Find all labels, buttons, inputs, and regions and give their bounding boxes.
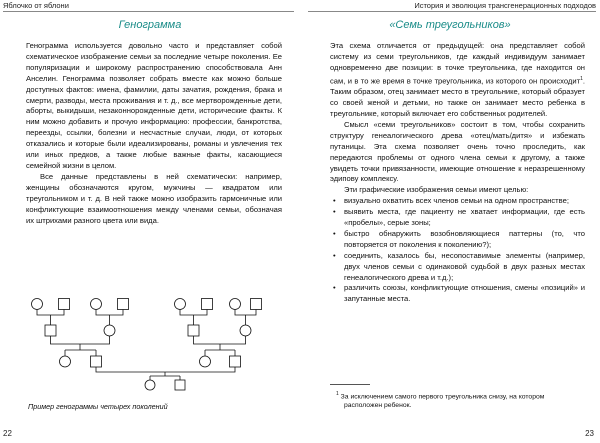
list-item: • соединить, казалось бы, несопоставимые элементы (например, двух членов семьи с одинаковой судьбой в двух разных местах генеалогического древа и т.д.); [330, 251, 585, 284]
list-item: • выявить места, где пациенту не хватает информации, где есть «пробелы», серые зоны; [330, 207, 585, 229]
gen1-female-2 [91, 299, 102, 310]
list-item: • быстро обнаружить возобновляющиеся паттерны (то, что повторяется от поколения к поколению?); [330, 229, 585, 251]
footnote-rule [330, 384, 370, 385]
paragraph-2: Смысл «семи треугольников» состоит в том, чтобы сохранить структуру генеалогического древа «отец/мать/дитя» и избежать путаницы. Эта схема позволяет очень точно проследить, как передаются проблемы от одного члена семьи к другому, а также увидеть точки привязанности, имеющие отношение к неразрешенному эдипову комплексу. [330, 119, 585, 184]
section-title-genogram: Генограмма [118, 19, 182, 31]
paragraph-2: Все данные представлены в ней схематически: например, женщины обозначаются кругом, мужчины — квадратом или треугольником и т. д. В ней также можно изобразить гармоничные или конфликтующие взаимоотношения между членами семьи, обозначая их штрихами разного цвета или вида. [26, 171, 282, 225]
gen1-female-3 [175, 299, 186, 310]
gen2-female-2 [240, 325, 251, 336]
paragraph-1: Генограмма используется довольно часто и представляет собой схематическое изображение семьи за последние четыре поколения. Ее популяризации и широкому распространению способствовала Анн Анселин. Генограмма позволяет собрать вместе как можно больше доступных фактов: имена, фамилии, даты зачатия, рождения, брака и смерти, разводы, места проживания и т. д., все мертворожденные дети, аборты, выкидыши, незаконнорожденные дети, исторические факты. К ним можно добавить и прочую информацию: профессии, банкротства, переезды, ссылки, болезни и несчастные случаи, люди, от которых отказались и которые были идеализированы, романы и увлечения тех или иных предков, а также любые важные факты, касающиеся семейной жизни в целом. [26, 41, 282, 170]
header-rule-right [308, 11, 596, 12]
paragraph-1-text: Эта схема отличается от предыдущей: она представляет собой систему из семи треугольников, где каждый индивидуум занимает одновременно две позиции: в точке треугольника, где находится он сам, и в то же время в точке треугольника, из которого он происходит [330, 41, 585, 86]
goals-list [330, 196, 585, 305]
gen2-female-1 [104, 325, 115, 336]
left-body-text [26, 41, 282, 226]
list-item: • визуально охватить всех членов семьи на одном пространстве; [330, 196, 585, 207]
footnote [330, 390, 580, 410]
gen1-female-4 [230, 299, 241, 310]
page-number-left: 22 [3, 429, 12, 438]
gen2-male-2 [188, 325, 199, 336]
footnote-ref[interactable]: 1 [580, 75, 583, 82]
page-number-right: 23 [585, 429, 594, 438]
gen4-female-1 [145, 380, 155, 390]
gen1-male-1 [59, 299, 70, 310]
running-head-right: История и эволюция трансгенерационных подходов [414, 1, 596, 10]
paragraph-1 [330, 41, 585, 120]
gen4-male-1 [175, 380, 185, 390]
right-page [300, 0, 600, 443]
gen1-male-4 [251, 299, 262, 310]
genogram-diagram [30, 292, 270, 392]
running-head-left: Яблочко от яблони [3, 1, 69, 10]
list-item: • различить союзы, конфликтующие отношения, смены «позиций» и запутанные места. [330, 283, 585, 305]
gen3-female-2 [200, 356, 211, 367]
gen3-male-2 [230, 356, 241, 367]
paragraph-1-rest: . Таким образом, отец занимает место в треугольнике, который образует со своей женой и детьми, но также он занимает место ребенка в треугольнике, который включает его собственных родителей. [330, 76, 585, 118]
paragraph-3: Эти графические изображения семьи имеют целью: [344, 185, 529, 195]
header-rule-left [3, 11, 294, 12]
gen3-male-1 [91, 356, 102, 367]
gen1-female-1 [32, 299, 43, 310]
gen2-male-1 [45, 325, 56, 336]
gen3-female-1 [60, 356, 71, 367]
gen1-male-2 [118, 299, 129, 310]
footnote-mark: 1 [336, 391, 339, 397]
section-title-seven-triangles: «Семь треугольников» [389, 19, 511, 31]
figure-caption: Пример генограммы четырех поколений [28, 402, 168, 411]
footnote-text: За исключением самого первого треугольника снизу, на котором расположен ребенок. [340, 393, 545, 410]
gen1-male-3 [202, 299, 213, 310]
right-body-text [330, 41, 585, 305]
